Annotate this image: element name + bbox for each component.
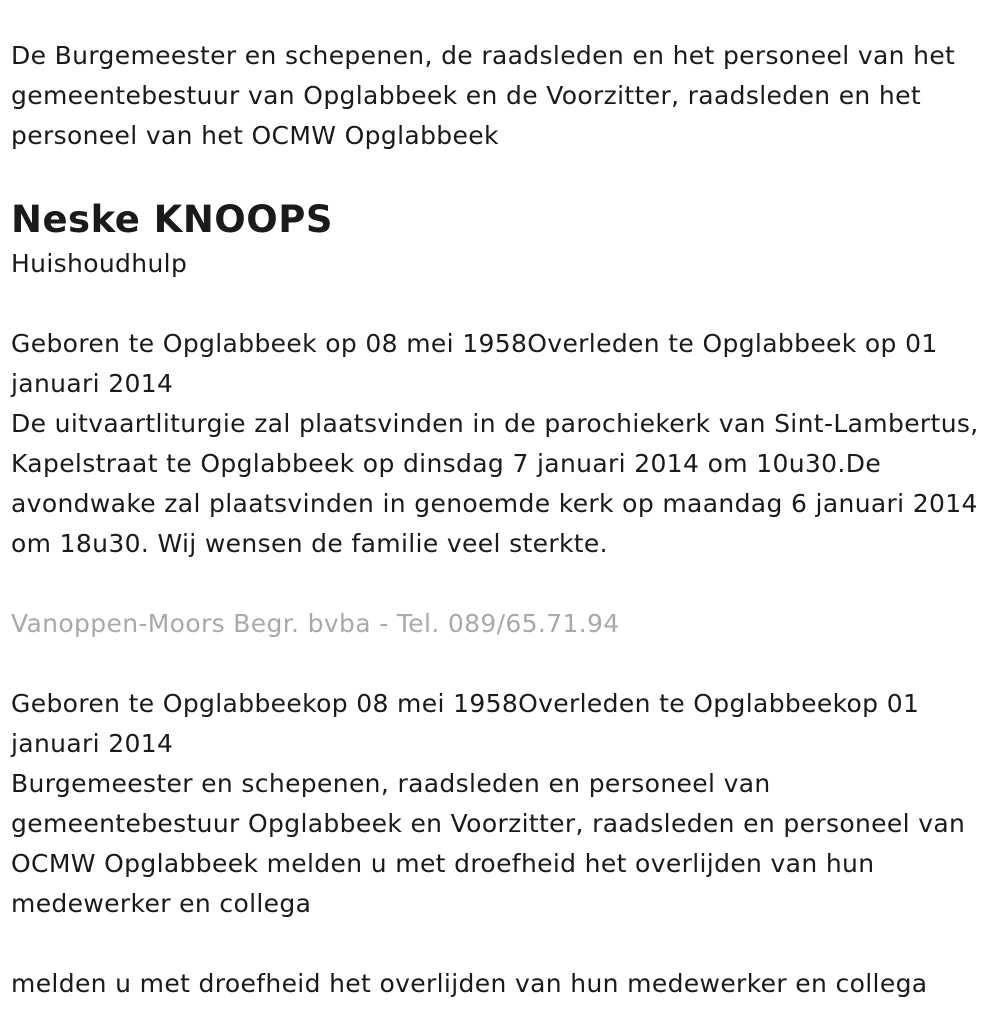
deceased-occupation: Huishoudhulp	[11, 249, 188, 278]
spacer	[11, 644, 989, 684]
deceased-name: Neske KNOOPS	[11, 198, 333, 241]
announcement-text: Burgemeester en schepenen, raadsleden en personeel van gemeentebestuur Opglabbeek en Voorzitter, raadsleden en personeel van OCMW Opglabbeek melden u met droefheid het overlijden van hun medewerker en collega	[11, 769, 966, 918]
funeral-details-text: De uitvaartliturgie zal plaatsvinden in de parochiekerk van Sint-Lambertus, Kapelstraat te Opglabbeek op dinsdag 7 januari 2014 om 10u30.De avondwake zal plaatsvinden in genoemde kerk op maandag 6 januari 2014 om 18u30. Wij wensen de familie veel sterkte.	[11, 409, 979, 558]
spacer	[11, 284, 989, 324]
spacer	[11, 156, 989, 196]
spacer	[11, 564, 989, 604]
closing-text: melden u met droefheid het overlijden van hun medewerker en collega	[11, 969, 928, 998]
funeral-home-contact: Vanoppen-Moors Begr. bvba - Tel. 089/65.71.94	[11, 609, 620, 638]
intro-text: De Burgemeester en schepenen, de raadsleden en het personeel van het gemeentebestuur van Opglabbeek en de Voorzitter, raadsleden en het personeel van het OCMW Opglabbeek	[11, 41, 956, 150]
spacer	[11, 924, 989, 964]
birth-death-text-secondary: Geboren te Opglabbeekop 08 mei 1958Overleden te Opglabbeekop 01 januari 2014	[11, 689, 920, 758]
birth-death-text: Geboren te Opglabbeek op 08 mei 1958Overleden te Opglabbeek op 01 januari 2014	[11, 329, 938, 398]
